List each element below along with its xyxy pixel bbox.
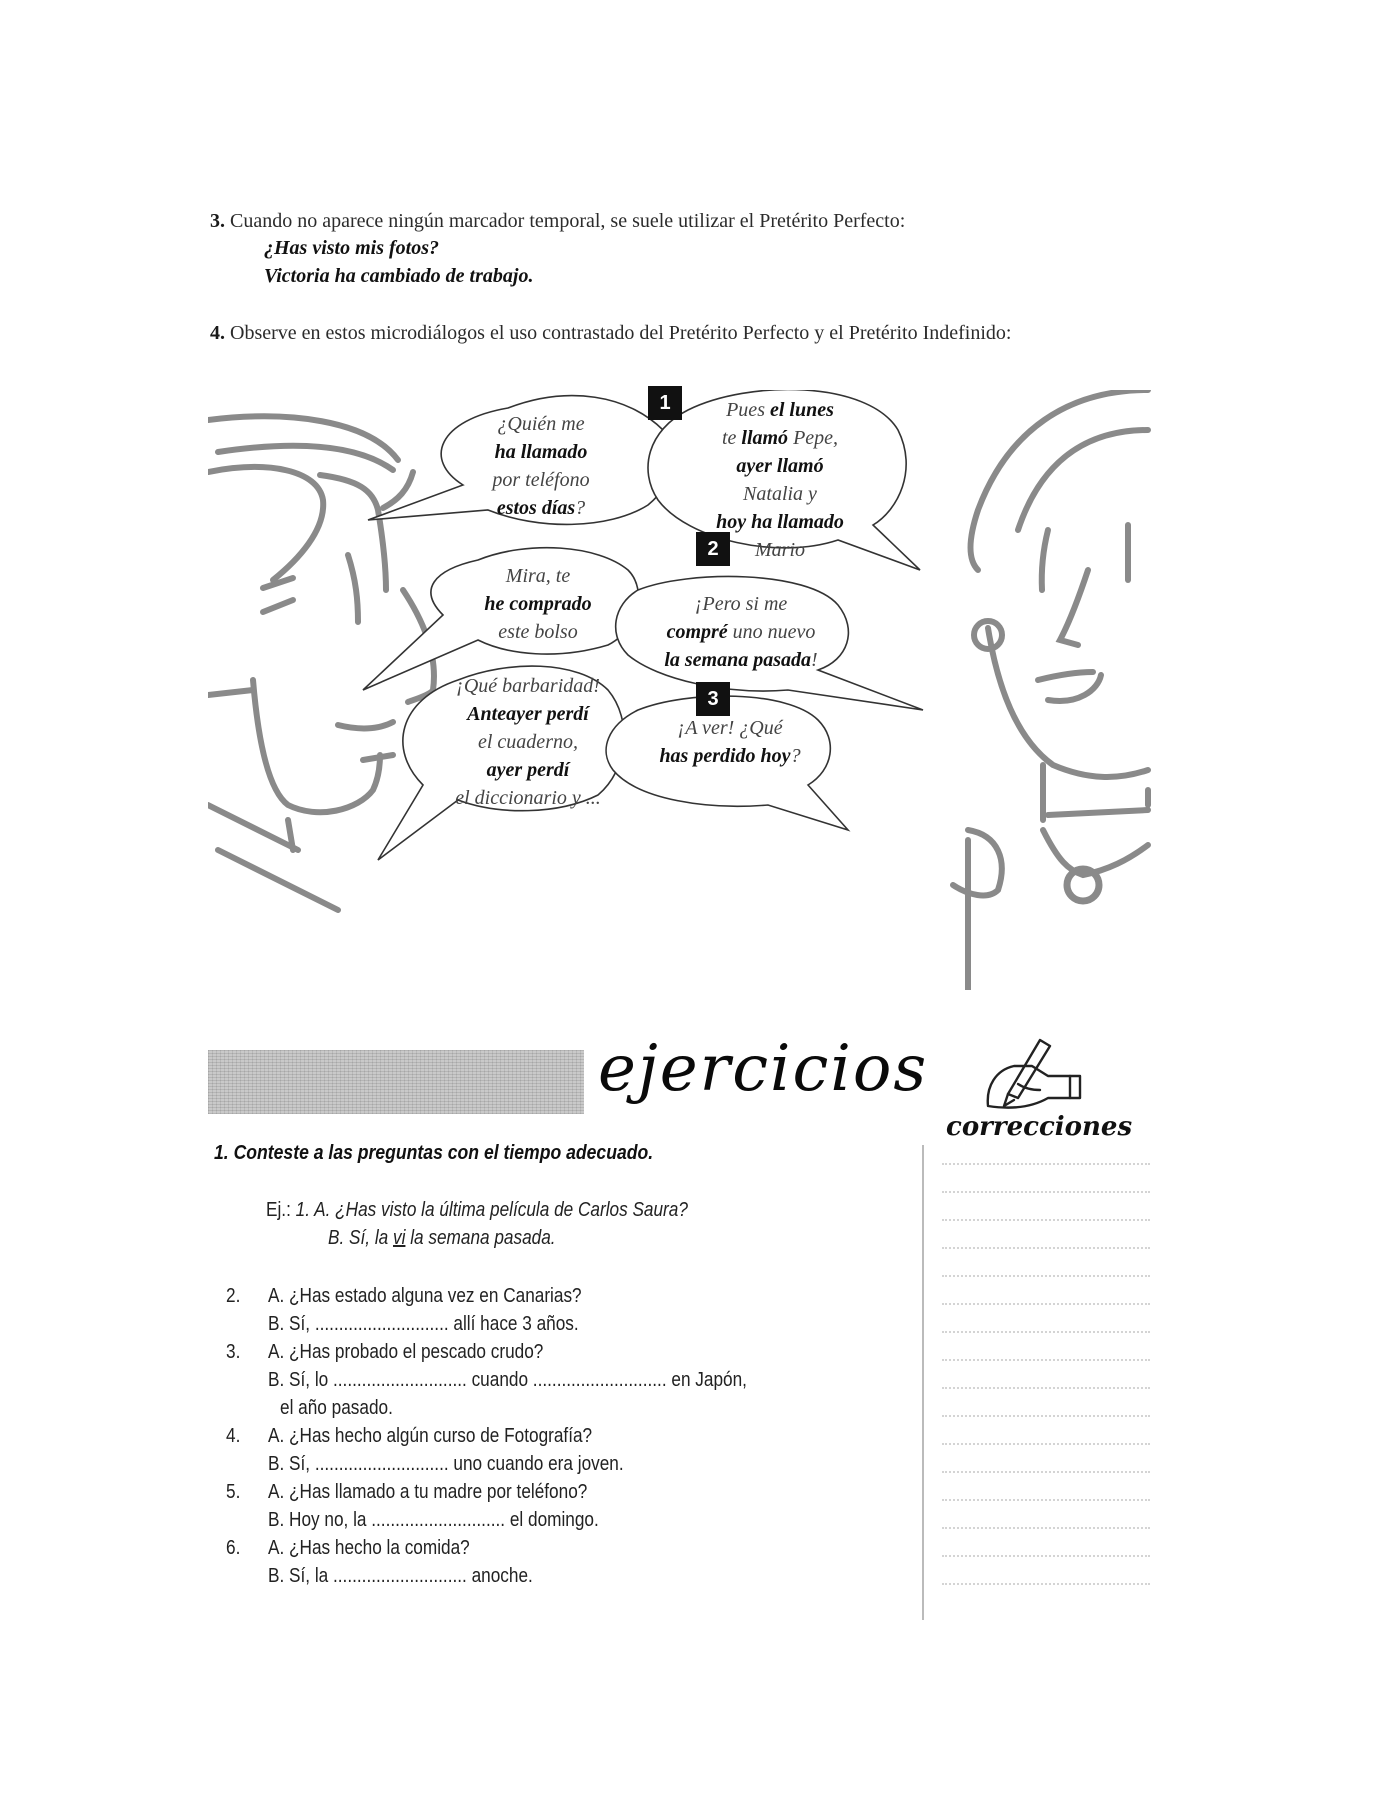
question-a: A. ¿Has estado alguna vez en Canarias? xyxy=(268,1285,582,1307)
dialogue-badge-1: 1 xyxy=(648,386,682,420)
exercise-1-title: 1. Conteste a las preguntas con el tiempo adecuado. xyxy=(214,1142,654,1164)
correction-line xyxy=(942,1275,1150,1277)
bubble-3-right-text: ¡A ver! ¿Qué has perdido hoy? xyxy=(659,717,801,767)
grammar-rule-4 xyxy=(210,320,1150,346)
rule-text: Observe en estos microdiálogos el uso contrastado del Pretérito Perfecto y el Pretérito Indefinido: xyxy=(230,322,1012,344)
question-a: A. ¿Has llamado a tu madre por teléfono? xyxy=(268,1481,588,1503)
example-sentence: Victoria ha cambiado de trabajo. xyxy=(264,265,534,287)
correction-line xyxy=(942,1163,1150,1165)
question-a: A. ¿Has hecho la comida? xyxy=(268,1537,470,1559)
answer-b: B. Sí, lo ............................ cuando ............................ en Japón, xyxy=(268,1369,747,1391)
correction-line xyxy=(942,1359,1150,1361)
dialogue-illustration xyxy=(208,390,1152,990)
item-number: 2. xyxy=(226,1285,241,1307)
question-a: A. ¿Has probado el pescado crudo? xyxy=(268,1341,544,1363)
corrections-label: correcciones xyxy=(946,1112,1133,1142)
correction-line xyxy=(942,1499,1150,1501)
example-line-b: B. Sí, la vi la semana pasada. xyxy=(328,1227,556,1249)
item-number: 3. xyxy=(226,1341,241,1363)
grammar-rule-3 xyxy=(210,208,1150,290)
correction-line xyxy=(942,1191,1150,1193)
example-sentence: ¿Has visto mis fotos? xyxy=(264,237,440,259)
correction-line xyxy=(942,1219,1150,1221)
header-texture-bar xyxy=(208,1050,584,1114)
rule-text: Cuando no aparece ningún marcador temporal, se suele utilizar el Pretérito Perfecto: xyxy=(230,210,906,232)
left-hair-stroke xyxy=(208,416,398,460)
item-number: 6. xyxy=(226,1537,241,1559)
correction-line xyxy=(942,1443,1150,1445)
bubble-2-left-text: Mira, te he comprado este bolso xyxy=(484,565,592,643)
exercises-header xyxy=(208,1032,1168,1156)
dialogue-badge-3: 3 xyxy=(696,682,730,716)
correction-line xyxy=(942,1387,1150,1389)
bubble-2-right-text: ¡Pero si me compré uno nuevo la semana pasada! xyxy=(664,593,818,671)
item-number: 4. xyxy=(226,1425,241,1447)
exercises-title: ejercicios xyxy=(598,1032,929,1106)
correction-line xyxy=(942,1527,1150,1529)
correction-line xyxy=(942,1303,1150,1305)
example-line-a: Ej.: 1. A. ¿Has visto la última película de Carlos Saura? xyxy=(266,1199,688,1221)
correction-line xyxy=(942,1415,1150,1417)
item-number: 5. xyxy=(226,1481,241,1503)
dialogue-badge-2: 2 xyxy=(696,532,730,566)
writing-hand-icon xyxy=(978,1036,1088,1116)
correction-line xyxy=(942,1583,1150,1585)
answer-b: B. Sí, ............................ uno cuando era joven. xyxy=(268,1453,624,1475)
bubble-1-right-text: Pues el lunes te llamó Pepe, ayer llamó Natalia y hoy ha llamado Mario xyxy=(716,399,844,561)
answer-b: B. Hoy no, la ............................ el domingo. xyxy=(268,1509,599,1531)
correction-line xyxy=(942,1471,1150,1473)
answer-b-continued: el año pasado. xyxy=(280,1397,393,1419)
bubble-3-left-text: ¡Qué barbaridad! Anteayer perdí el cuaderno, ayer perdí el diccionario y ... xyxy=(455,675,601,809)
question-a: A. ¿Has hecho algún curso de Fotografía? xyxy=(268,1425,593,1447)
correction-line xyxy=(942,1555,1150,1557)
rule-number: 3. xyxy=(210,210,225,232)
bubble-1-left-text: ¿Quién me ha llamado por teléfono estos días? xyxy=(492,413,590,519)
rule-number: 4. xyxy=(210,322,225,344)
correction-line xyxy=(942,1331,1150,1333)
correction-line xyxy=(942,1247,1150,1249)
corrections-column xyxy=(922,1145,1156,1620)
answer-b: B. Sí, ............................ allí hace 3 años. xyxy=(268,1313,579,1335)
answer-b: B. Sí, la ............................ anoche. xyxy=(268,1565,533,1587)
